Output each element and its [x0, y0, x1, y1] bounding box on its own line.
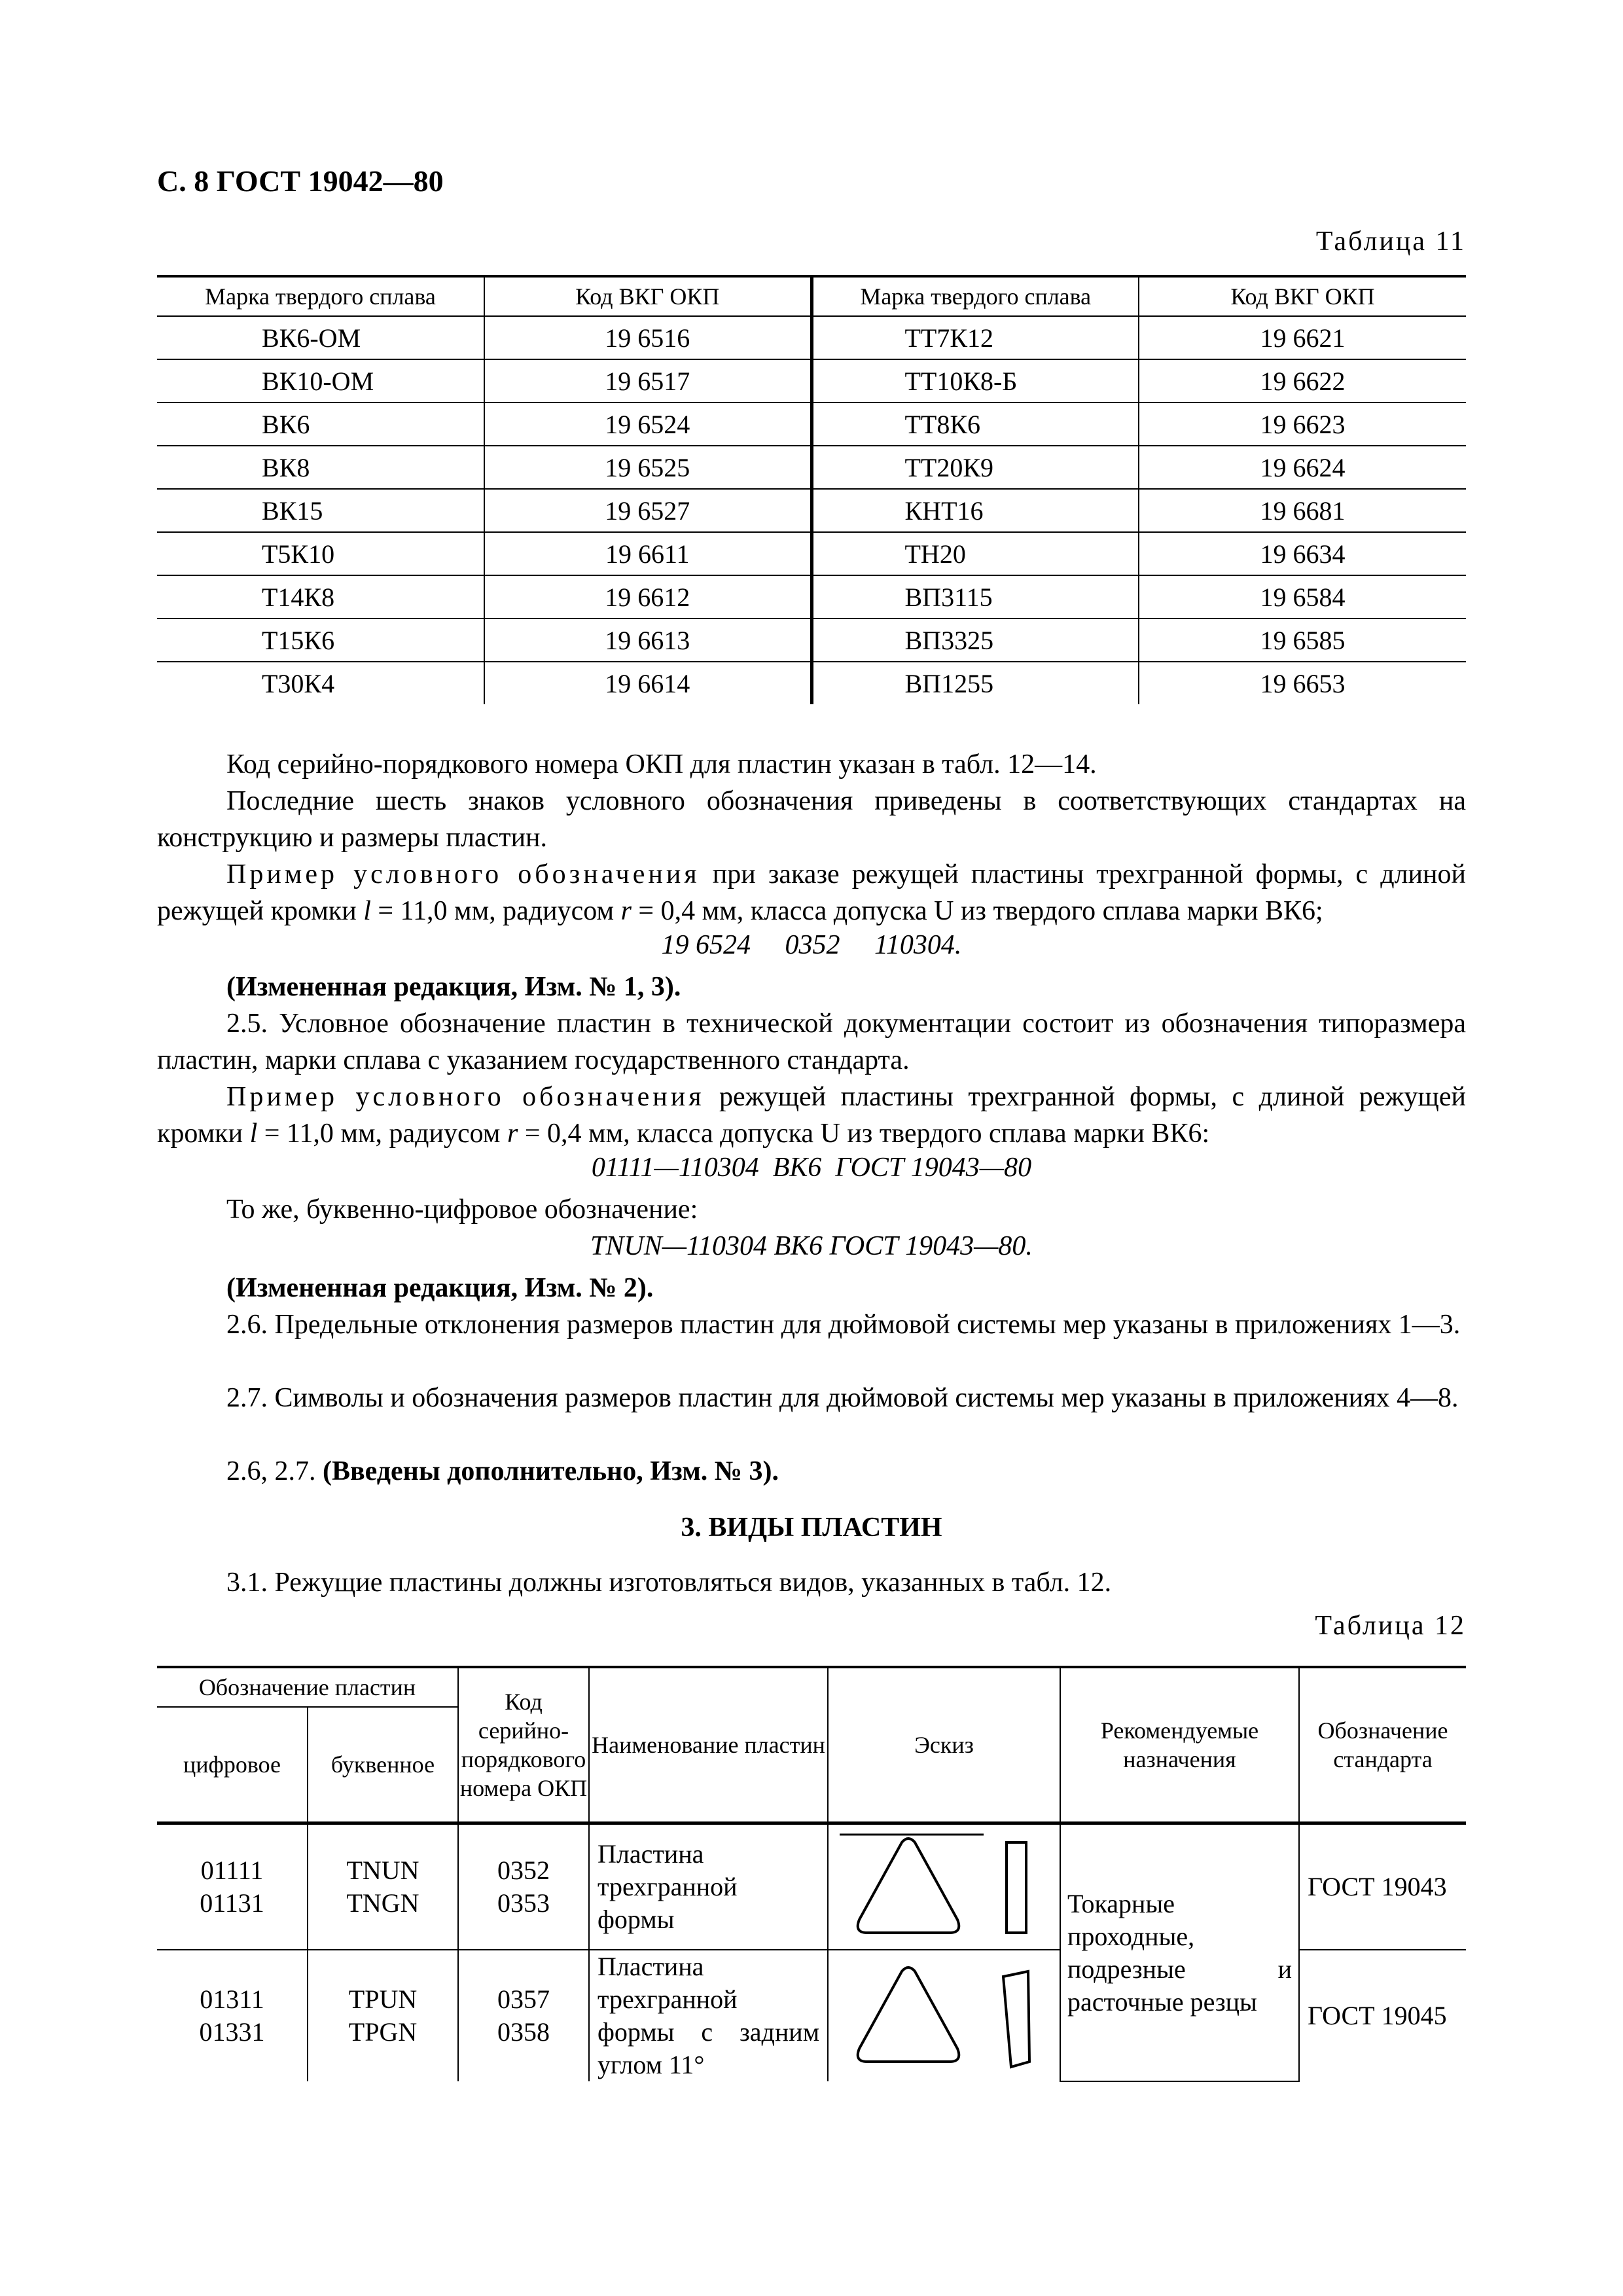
var-l-2: l — [249, 1119, 258, 1149]
t11-alloy-2: ТН20 — [812, 532, 1139, 575]
t11-code: 19 6516 — [484, 316, 812, 359]
table-12 — [157, 1666, 1466, 2082]
var-l: l — [363, 896, 371, 926]
paragraph-last-six-chars: Последние шесть знаков условного обозначения приведены в соответствующих стандартах на конструкцию и размеры пластин. — [157, 786, 1466, 853]
t11-code-2: 19 6681 — [1139, 489, 1466, 532]
t11-code: 19 6517 — [484, 359, 812, 403]
t11-alloy: Т30К4 — [157, 662, 484, 704]
t11-code: 19 6527 — [484, 489, 812, 532]
example-text-b: = 11,0 мм, радиусом — [370, 896, 621, 926]
page-header: С. 8 ГОСТ 19042—80 — [157, 164, 444, 198]
t11-code-2: 19 6624 — [1139, 446, 1466, 489]
table-row — [157, 662, 1466, 704]
t11-alloy-2: ТТ8К6 — [812, 403, 1139, 446]
t11-alloy: Т14К8 — [157, 575, 484, 619]
example-text-c: = 0,4 мм, класса допуска U из твердого сплава марки ВК6; — [631, 896, 1323, 926]
t11-header-code: Код ВКГ ОКП — [484, 276, 812, 316]
t12-name: Пластина трехгранной формы — [589, 1823, 828, 1950]
table-row — [157, 575, 1466, 619]
t12-use: Токарные проходные, подрезные и расточные резцы — [1060, 1823, 1299, 2082]
t11-alloy-2: ВП3325 — [812, 619, 1139, 662]
t12-name: Пластина трехгранной формы с задним углом 11° — [589, 1950, 828, 2081]
table-row — [157, 403, 1466, 446]
t12-code: 0352 0353 — [458, 1823, 589, 1950]
paragraph-example-designation — [157, 1079, 1466, 1152]
t11-code-2: 19 6584 — [1139, 575, 1466, 619]
var-r-2: r — [507, 1119, 518, 1149]
t11-alloy-2: ТТ10К8-Б — [812, 359, 1139, 403]
t12-header-use: Рекомендуемые назначения — [1060, 1667, 1299, 1823]
t12-header-standard: Обозначение стандарта — [1299, 1667, 1466, 1823]
t11-code-2: 19 6621 — [1139, 316, 1466, 359]
example-label-2: Пример условного обозначения — [226, 1082, 705, 1112]
t12-letter: TPUN TPGN — [308, 1950, 458, 2081]
paragraph-2-7: 2.7. Символы и обозначения размеров пластин для дюймовой системы мер указаны в приложениях 4—8. — [226, 1383, 1459, 1413]
table-row — [157, 489, 1466, 532]
amendment-3: (Введены дополнительно, Изм. № 3). — [323, 1456, 779, 1486]
t11-alloy: ВК8 — [157, 446, 484, 489]
t11-alloy: ВК10-ОМ — [157, 359, 484, 403]
example-code-1: 19 6524 0352 110304. — [661, 930, 962, 960]
t11-alloy-2: ТТ20К9 — [812, 446, 1139, 489]
t11-alloy: ВК15 — [157, 489, 484, 532]
example-text-a: при заказе режущей пластины трехгранной формы, с длиной режущей кромки — [157, 859, 1466, 926]
table-row — [157, 1823, 1466, 1950]
t12-header-code: Код серийно-порядкового номера ОКП — [458, 1667, 589, 1823]
t12-digital: 01111 01131 — [157, 1823, 308, 1950]
table-row — [157, 619, 1466, 662]
amendment-2: (Измененная редакция, Изм. № 2). — [226, 1273, 654, 1303]
table-row — [157, 316, 1466, 359]
t12-letter: TNUN TNGN — [308, 1823, 458, 1950]
t11-header-alloy-2: Марка твердого сплава — [812, 276, 1139, 316]
example-label: Пример условного обозначения — [226, 859, 700, 889]
table-row — [157, 532, 1466, 575]
t11-code: 19 6525 — [484, 446, 812, 489]
p2627-prefix: 2.6, 2.7. — [226, 1456, 323, 1486]
paragraph-example-order — [157, 856, 1466, 929]
t12-standard: ГОСТ 19043 — [1299, 1823, 1466, 1950]
t11-code: 19 6614 — [484, 662, 812, 704]
table-row — [157, 359, 1466, 403]
t12-standard: ГОСТ 19045 — [1299, 1950, 1466, 2081]
t11-code-2: 19 6585 — [1139, 619, 1466, 662]
t12-sketch — [828, 1950, 1060, 2081]
table-11 — [157, 275, 1466, 704]
t12-header-designation: Обозначение пластин — [157, 1667, 458, 1707]
t12-digital: 01311 01331 — [157, 1950, 308, 2081]
t12-header-name: Наименование пластин — [589, 1667, 828, 1823]
triangle-insert-sketch — [840, 1828, 1049, 1946]
table-12-caption: Таблица 12 — [1315, 1611, 1466, 1641]
t12-code: 0357 0358 — [458, 1950, 589, 2081]
t11-code-2: 19 6634 — [1139, 532, 1466, 575]
section-3-title: 3. ВИДЫ ПЛАСТИН — [681, 1513, 942, 1543]
paragraph-same-alnum: То же, буквенно-цифровое обозначение: — [226, 1194, 698, 1225]
t11-code: 19 6612 — [484, 575, 812, 619]
t12-sketch — [828, 1823, 1060, 1950]
t11-alloy: Т15К6 — [157, 619, 484, 662]
t11-code-2: 19 6622 — [1139, 359, 1466, 403]
t11-alloy-2: КНТ16 — [812, 489, 1139, 532]
example-code-3: TNUN—110304 ВК6 ГОСТ 19043—80. — [590, 1231, 1033, 1261]
t11-code-2: 19 6653 — [1260, 668, 1346, 698]
t11-code: 19 6524 — [484, 403, 812, 446]
var-r: r — [620, 896, 632, 926]
t12-header-digital: цифровое — [157, 1707, 308, 1823]
paragraph-3-1: 3.1. Режущие пластины должны изготовляться видов, указанных в табл. 12. — [226, 1568, 1112, 1598]
example2-text-c: = 0,4 мм, класса допуска U из твердого сплава марки ВК6: — [518, 1119, 1210, 1149]
t11-alloy: ВК6 — [157, 403, 484, 446]
t11-code-2: 19 6623 — [1139, 403, 1466, 446]
triangle-insert-clearance-sketch — [840, 1957, 1049, 2075]
paragraph-2-5: 2.5. Условное обозначение пластин в технической документации состоит из обозначения типоразмера пластин, марки сплава с указанием государственного стандарта. — [157, 1009, 1466, 1075]
example2-text-b: = 11,0 мм, радиусом — [257, 1119, 507, 1149]
example-code-2: 01111—110304 ВК6 ГОСТ 19043—80 — [591, 1153, 1032, 1183]
table-row — [157, 446, 1466, 489]
t12-header-letter: буквенное — [308, 1707, 458, 1823]
amendment-1-3: (Измененная редакция, Изм. № 1, 3). — [226, 972, 681, 1002]
t11-alloy-2: ВП3115 — [812, 575, 1139, 619]
paragraph-okp-code: Код серийно-порядкового номера ОКП для пластин указан в табл. 12—14. — [226, 749, 1097, 780]
t11-code: 19 6613 — [484, 619, 812, 662]
t11-header-alloy: Марка твердого сплава — [157, 276, 484, 316]
t11-alloy: Т5К10 — [157, 532, 484, 575]
t11-code: 19 6611 — [484, 532, 812, 575]
t12-header-sketch: Эскиз — [828, 1667, 1060, 1823]
t11-alloy-2: ВП1255 — [812, 662, 1139, 704]
t11-alloy: ВК6-ОМ — [157, 316, 484, 359]
t11-header-code-2: Код ВКГ ОКП — [1139, 276, 1466, 316]
t11-alloy-2: ТТ7К12 — [812, 316, 1139, 359]
paragraph-2-6-2-7 — [157, 1453, 1466, 1490]
paragraph-2-6: 2.6. Предельные отклонения размеров пластин для дюймовой системы мер указаны в приложениях 1—3. — [226, 1310, 1461, 1340]
table-11-caption: Таблица 11 — [1315, 226, 1466, 257]
example2-text-a: режущей пластины трехгранной формы, с длиной режущей кромки — [157, 1082, 1466, 1149]
